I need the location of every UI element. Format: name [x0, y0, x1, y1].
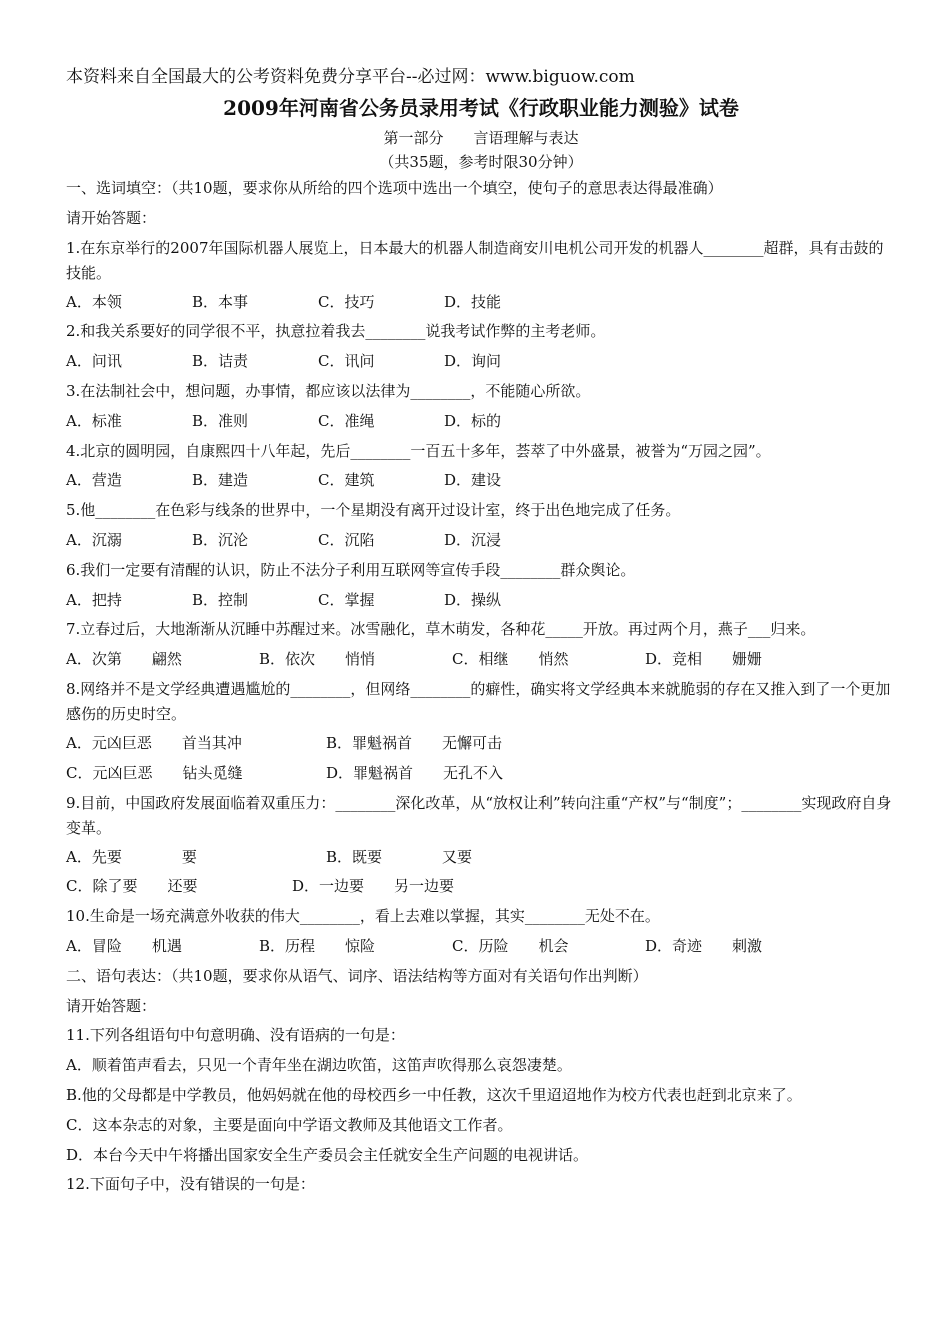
option: A．冒险 机遇 [66, 936, 182, 955]
option: D．询问 [444, 352, 502, 371]
question-5-options [66, 526, 896, 556]
option: D．建设 [444, 471, 502, 490]
question-6: 6.我们一定要有清醒的认识，防止不法分子利用互联网等宣传手段________群众舆论。 [66, 560, 636, 579]
question-4: 4.北京的圆明园，自康熙四十八年起，先后________一百五十多年，荟萃了中外盛景，被誉为“万园之园”。 [66, 441, 771, 460]
option: D．竞相 姗姗 [645, 650, 763, 669]
option: C．历险 机会 [452, 936, 569, 955]
question-1: 1.在东京举行的2007年国际机器人展览上，日本最大的机器人制造商安川电机公司开发的机器人________超群，具有击鼓的技能。 [66, 238, 884, 282]
option: A．营造 [66, 471, 122, 490]
section2-heading: 二、语句表达：（共10题，要求你从语气、词序、语法结构等方面对有关语句作出判断） [66, 966, 648, 985]
document-page [66, 64, 896, 1200]
question-7-options [66, 645, 896, 675]
question-9-options [66, 843, 896, 873]
option: B．历程 惊险 [259, 936, 376, 955]
question-5: 5.他________在色彩与线条的世界中，一个星期没有离开过设计室，终于出色地完成了任务。 [66, 501, 681, 520]
option: C．相继 悄然 [452, 650, 569, 669]
option: A．本领 [66, 292, 122, 311]
question-3: 3.在法制社会中，想问题，办事情，都应该以法律为________，不能随心所欲。 [66, 381, 591, 400]
option: C．建筑 [318, 471, 375, 490]
question-3-options [66, 407, 896, 437]
question-7: 7.立春过后，大地渐渐从沉睡中苏醒过来。冰雪融化，草木萌发，各种花_____开放。再过两个月，燕子___归来。 [66, 620, 816, 639]
time-limit: （共35题，参考时限30分钟） [379, 153, 583, 171]
option: C．掌握 [318, 590, 375, 609]
question-1-options [66, 288, 896, 318]
question-11-option-a: A．顺着笛声看去，只见一个青年坐在湖边吹笛，这笛声吹得那么哀怨凄楚。 [66, 1056, 572, 1075]
option: B．控制 [192, 590, 249, 609]
option: D．一边要 另一边要 [292, 877, 455, 896]
question-11-option-b: B.他的父母都是中学教员，他妈妈就在他的母校西乡一中任教，这次千里迢迢地作为校方代表也赶到北京来了。 [66, 1085, 802, 1104]
option: D．标的 [444, 411, 502, 430]
option: C．准绳 [318, 411, 375, 430]
option: C．沉陷 [318, 530, 375, 549]
section2-start: 请开始答题： [66, 996, 157, 1015]
option: A．先要 要 [66, 847, 197, 866]
option: A．元凶巨恶 首当其冲 [66, 733, 242, 752]
question-11: 11.下列各组语句中句意明确、没有语病的一句是： [66, 1026, 405, 1045]
question-2-options [66, 347, 896, 377]
question-4-options [66, 466, 896, 496]
exam-title: 2009年河南省公务员录用考试《行政职业能力测验》试卷 [223, 96, 739, 120]
option: B．罪魁祸首 无懈可击 [326, 733, 503, 752]
option: B．准则 [192, 411, 249, 430]
section1-start: 请开始答题： [66, 208, 157, 227]
option: D．奇迹 刺激 [645, 936, 763, 955]
option: A．把持 [66, 590, 122, 609]
question-8-options-2 [66, 759, 896, 789]
question-11-option-d: D．本台今天中午将播出国家安全生产委员会主任就安全生产问题的电视讲话。 [66, 1145, 589, 1164]
option: D．技能 [444, 292, 502, 311]
option: B．诘责 [192, 352, 249, 371]
question-8: 8.网络并不是文学经典遭遇尴尬的________，但网络________的癖性，确实将文学经典本来就脆弱的存在又推入到了一个更加感伤的历史时空。 [66, 679, 891, 723]
question-11-option-c: C．这本杂志的对象，主要是面向中学语文教师及其他语文工作者。 [66, 1115, 513, 1134]
question-9-options-2 [66, 872, 896, 902]
option: A．标准 [66, 411, 122, 430]
part-heading: 第一部分 言语理解与表达 [383, 129, 579, 147]
option: C．讯问 [318, 352, 375, 371]
option: C．技巧 [318, 292, 375, 311]
option: A．问讯 [66, 352, 122, 371]
option: B．沉沦 [192, 530, 249, 549]
question-6-options [66, 586, 896, 616]
question-2: 2.和我关系要好的同学很不平，执意拉着我去________说我考试作弊的主考老师。 [66, 322, 606, 341]
option: D．罪魁祸首 无孔不入 [326, 763, 504, 782]
option: B．既要 又要 [326, 847, 473, 866]
source-line: 本资料来自全国最大的公考资料免费分享平台--必过网：www.biguow.com [66, 67, 635, 87]
option: B．依次 悄悄 [259, 650, 376, 669]
question-10-options [66, 932, 896, 962]
question-12: 12.下面句子中，没有错误的一句是： [66, 1175, 315, 1194]
option: D．操纵 [444, 590, 502, 609]
option: B．本事 [192, 292, 249, 311]
option: B．建造 [192, 471, 249, 490]
option: C．元凶巨恶 钻头觅缝 [66, 763, 243, 782]
option: D．沉浸 [444, 530, 502, 549]
question-10: 10.生命是一场充满意外收获的伟大________，看上去难以掌握，其实________无处不在。 [66, 907, 660, 926]
question-8-options [66, 729, 896, 759]
option: C．除了要 还要 [66, 877, 198, 896]
option: A．沉溺 [66, 530, 122, 549]
section1-heading: 一、选词填空：（共10题，要求你从所给的四个选项中选出一个填空，使句子的意思表达得最准确） [66, 179, 723, 197]
question-9: 9.目前，中国政府发展面临着双重压力：________深化改革，从“放权让利”转向注重“产权”与“制度”；________实现政府自身变革。 [66, 793, 892, 837]
option: A．次第 翩然 [66, 650, 182, 669]
